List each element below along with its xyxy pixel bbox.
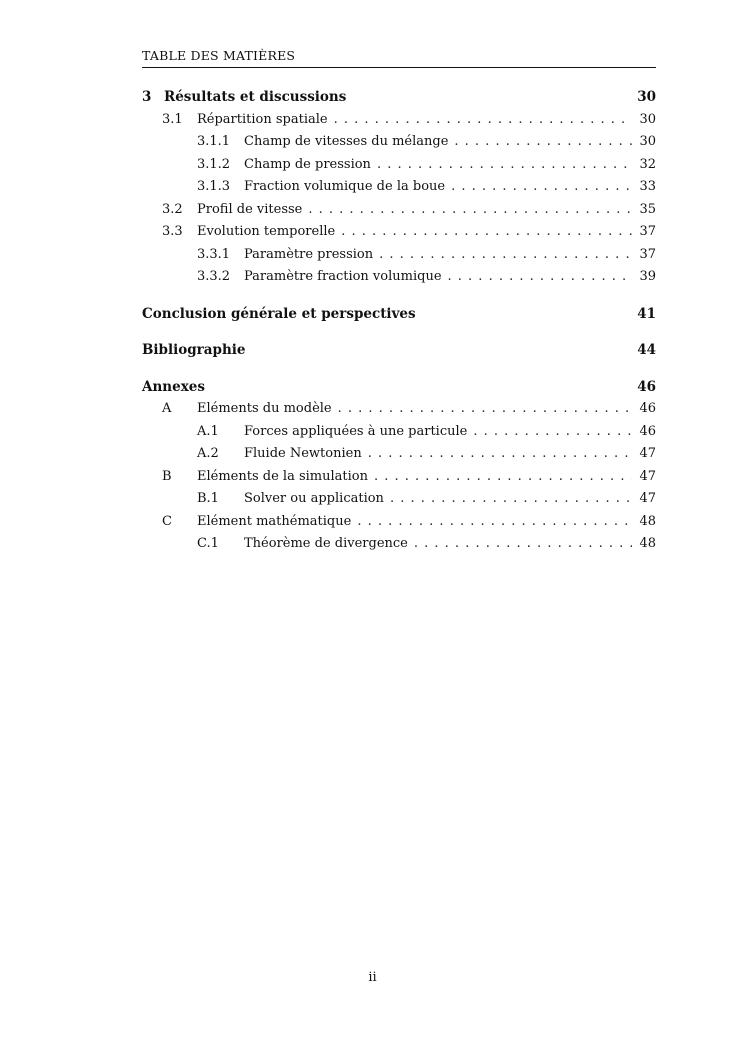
toc-entry-title: Solver ou application bbox=[244, 491, 384, 506]
toc-entry-title: Fraction volumique de la boue bbox=[244, 179, 446, 194]
toc-entry-page: 48 bbox=[639, 513, 656, 529]
toc-chapter-annexes[interactable] bbox=[142, 376, 656, 399]
toc-entry-number: A.1 bbox=[197, 423, 219, 439]
toc-entry-number: 3.1.1 bbox=[197, 134, 231, 149]
toc-subsection-a-2[interactable] bbox=[142, 443, 656, 466]
toc-entry-page: 35 bbox=[639, 201, 656, 217]
toc-entry-title: Elément mathématique bbox=[197, 513, 352, 529]
dot-leader bbox=[390, 488, 632, 511]
dot-leader bbox=[379, 244, 632, 267]
toc-section-3-3[interactable] bbox=[142, 221, 656, 244]
toc-subsection-b-1[interactable] bbox=[142, 488, 656, 511]
toc-subsection-3-3-1[interactable] bbox=[142, 244, 656, 267]
toc-entry-page: 47 bbox=[639, 468, 656, 484]
toc-entry-page: 48 bbox=[639, 536, 656, 551]
toc-entry-title: Répartition spatiale bbox=[197, 111, 328, 127]
toc-entry-page: 46 bbox=[639, 401, 656, 416]
toc-entry-page: 30 bbox=[639, 134, 656, 149]
toc-entry-number: B.1 bbox=[197, 491, 219, 506]
toc-subsection-3-1-3[interactable] bbox=[142, 176, 656, 199]
dot-leader bbox=[377, 154, 632, 177]
toc-entry-title: Champ de vitesses du mélange bbox=[244, 134, 449, 149]
toc-section-c[interactable] bbox=[142, 511, 656, 534]
dot-leader bbox=[308, 199, 632, 222]
running-header: TABLE DES MATIÈRES bbox=[142, 48, 656, 68]
toc-entry-page: 30 bbox=[639, 111, 656, 127]
toc-subsection-a-1[interactable] bbox=[142, 421, 656, 444]
toc-entry-number: 3.1 bbox=[162, 111, 183, 127]
toc-chapter-bibliographie[interactable] bbox=[142, 339, 656, 362]
dot-leader bbox=[448, 266, 632, 289]
toc-entry-title: Paramètre pression bbox=[244, 246, 374, 262]
toc-entry-title: Théorème de divergence bbox=[244, 536, 408, 551]
toc-section-a[interactable] bbox=[142, 398, 656, 421]
toc-entry-title: Evolution temporelle bbox=[197, 224, 336, 239]
toc-entry-page: 46 bbox=[639, 423, 656, 439]
toc-entry-number: 3.3 bbox=[162, 224, 183, 239]
toc-entry-page: 37 bbox=[639, 246, 656, 262]
toc-subsection-3-1-1[interactable] bbox=[142, 131, 656, 154]
toc-entry-title: Bibliographie bbox=[142, 342, 246, 358]
toc-entry-number: C.1 bbox=[197, 536, 219, 551]
toc-subsection-c-1[interactable] bbox=[142, 533, 656, 556]
dot-leader bbox=[368, 443, 632, 466]
toc-subsection-3-1-2[interactable] bbox=[142, 154, 656, 177]
toc-entry-page: 46 bbox=[637, 378, 656, 395]
toc-entry-title: Paramètre fraction volumique bbox=[244, 269, 442, 284]
dot-leader bbox=[414, 533, 632, 556]
toc-entry-number: 3 bbox=[142, 89, 152, 105]
toc-entry-number: 3.1.2 bbox=[197, 156, 231, 172]
toc-entry-number: A.2 bbox=[197, 446, 219, 461]
dot-leader bbox=[454, 131, 632, 154]
toc-subsection-3-3-2[interactable] bbox=[142, 266, 656, 289]
page-number: ii bbox=[368, 970, 377, 985]
toc-entry-title: Forces appliquées à une particule bbox=[244, 423, 468, 439]
toc-entry-title: Champ de pression bbox=[244, 156, 371, 172]
toc-entry-title: Annexes bbox=[142, 378, 205, 395]
table-of-contents bbox=[142, 86, 656, 556]
dot-leader bbox=[334, 109, 632, 132]
dot-leader bbox=[338, 398, 632, 421]
toc-chapter-conclusion[interactable] bbox=[142, 303, 656, 326]
toc-chapter-3[interactable] bbox=[142, 86, 656, 109]
toc-entry-number: 3.2 bbox=[162, 201, 183, 217]
toc-entry-number: 3.1.3 bbox=[197, 179, 231, 194]
toc-entry-page: 37 bbox=[639, 224, 656, 239]
dot-leader bbox=[357, 511, 632, 534]
toc-entry-page: 33 bbox=[639, 179, 656, 194]
dot-leader bbox=[473, 421, 632, 444]
toc-entry-page: 47 bbox=[639, 446, 656, 461]
toc-entry-number: C bbox=[162, 513, 172, 529]
toc-entry-number: B bbox=[162, 468, 172, 484]
toc-section-3-1[interactable] bbox=[142, 109, 656, 132]
dot-leader bbox=[374, 466, 632, 489]
toc-entry-page: 39 bbox=[639, 269, 656, 284]
toc-entry-page: 32 bbox=[639, 156, 656, 172]
toc-entry-title: Eléments de la simulation bbox=[197, 468, 368, 484]
toc-entry-number: 3.3.1 bbox=[197, 246, 231, 262]
toc-entry-page: 44 bbox=[637, 342, 656, 358]
dot-leader bbox=[451, 176, 632, 199]
toc-entry-page: 30 bbox=[637, 89, 656, 105]
toc-entry-page: 47 bbox=[639, 491, 656, 506]
toc-entry-number: 3.3.2 bbox=[197, 269, 231, 284]
toc-entry-title: Eléments du modèle bbox=[197, 401, 332, 416]
dot-leader bbox=[341, 221, 632, 244]
toc-entry-title: Fluide Newtonien bbox=[244, 446, 362, 461]
toc-entry-number: A bbox=[162, 401, 172, 416]
toc-section-b[interactable] bbox=[142, 466, 656, 489]
toc-entry-title: Résultats et discussions bbox=[164, 89, 347, 105]
toc-entry-title: Conclusion générale et perspectives bbox=[142, 305, 416, 322]
toc-entry-title: Profil de vitesse bbox=[197, 201, 303, 217]
toc-section-3-2[interactable] bbox=[142, 199, 656, 222]
toc-entry-page: 41 bbox=[637, 305, 656, 322]
